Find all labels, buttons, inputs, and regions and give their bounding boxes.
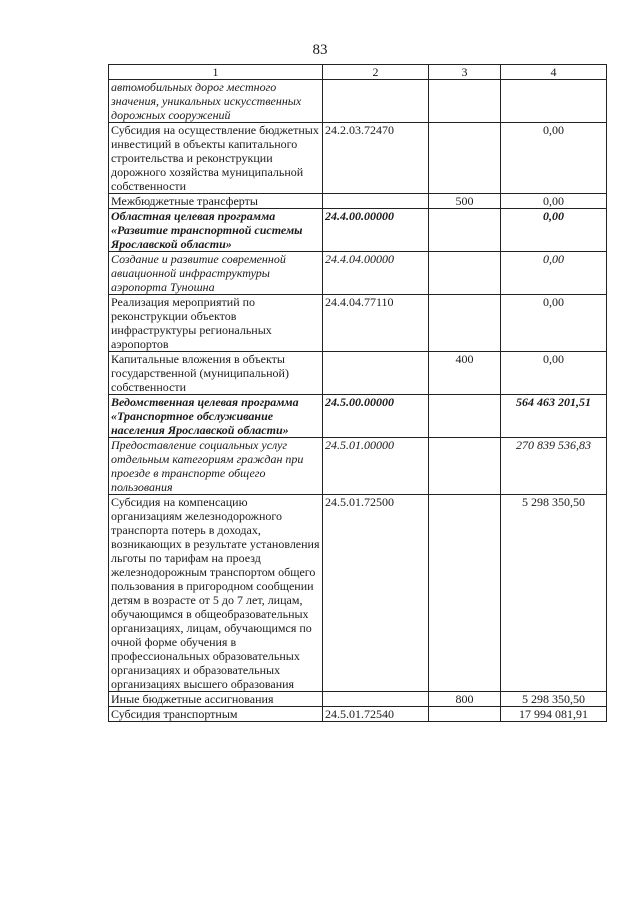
budget-table (108, 64, 607, 722)
row-amount-cell: 0,00 (501, 123, 607, 194)
row-amount-cell: 0,00 (501, 252, 607, 295)
row-type-cell: 500 (429, 194, 501, 209)
row-name-cell: Создание и развитие современной авиационной инфраструктуры аэропорта Туношна (109, 252, 323, 295)
row-type-cell (429, 252, 501, 295)
table-row (109, 252, 607, 295)
table-row (109, 495, 607, 692)
row-name-cell: Капитальные вложения в объекты государственной (муниципальной) собственности (109, 352, 323, 395)
row-code-cell: 24.5.01.00000 (323, 438, 429, 495)
row-amount-cell: 5 298 350,50 (501, 495, 607, 692)
row-type-cell (429, 209, 501, 252)
table-row (109, 438, 607, 495)
row-name-cell: Межбюджетные трансферты (109, 194, 323, 209)
row-type-cell: 400 (429, 352, 501, 395)
header-cell-1: 1 (109, 65, 323, 80)
row-code-cell: 24.4.00.00000 (323, 209, 429, 252)
row-name-cell: Реализация мероприятий по реконструкции объектов инфраструктуры региональных аэропортов (109, 295, 323, 352)
row-type-cell (429, 495, 501, 692)
table-row (109, 80, 607, 123)
row-type-cell (429, 438, 501, 495)
row-name-cell: Субсидия транспортным (109, 707, 323, 722)
row-type-cell: 800 (429, 692, 501, 707)
table-row (109, 395, 607, 438)
table-row (109, 295, 607, 352)
table-row (109, 692, 607, 707)
table-row (109, 209, 607, 252)
row-amount-cell: 0,00 (501, 352, 607, 395)
row-name-cell: Иные бюджетные ассигнования (109, 692, 323, 707)
row-name-cell: Предоставление социальных услуг отдельным категориям граждан при проезде в транспорте общего пользования (109, 438, 323, 495)
table-row (109, 194, 607, 209)
row-amount-cell: 5 298 350,50 (501, 692, 607, 707)
row-amount-cell: 0,00 (501, 209, 607, 252)
row-name-cell: автомобильных дорог местного значения, уникальных искусственных дорожных сооружений (109, 80, 323, 123)
row-type-cell (429, 295, 501, 352)
row-amount-cell: 564 463 201,51 (501, 395, 607, 438)
row-name-cell: Субсидия на компенсацию организациям железнодорожного транспорта потерь в доходах, возникающих в результате установления льготы по тарифам на проезд железнодорожным транспортом общего пользования в пригородном сообщении детям в возрасте от 5 до 7 лет, лицам, обучающимся в общеобразовательных организациях, лицам, обучающимся по очной форме обучения в профессиональных образовательных организациях и образовательных организациях высшего образования (109, 495, 323, 692)
row-name-cell: Субсидия на осуществление бюджетных инвестиций в объекты капитального строительства и реконструкции дорожного хозяйства муниципальной собственности (109, 123, 323, 194)
row-code-cell: 24.4.04.77110 (323, 295, 429, 352)
row-code-cell: 24.5.00.00000 (323, 395, 429, 438)
row-amount-cell: 0,00 (501, 295, 607, 352)
row-name-cell: Областная целевая программа «Развитие транспортной системы Ярославской области» (109, 209, 323, 252)
header-cell-4: 4 (501, 65, 607, 80)
table-row (109, 707, 607, 722)
row-name-cell: Ведомственная целевая программа «Транспортное обслуживание населения Ярославской области» (109, 395, 323, 438)
row-code-cell (323, 80, 429, 123)
row-amount-cell: 17 994 081,91 (501, 707, 607, 722)
header-cell-2: 2 (323, 65, 429, 80)
row-code-cell (323, 194, 429, 209)
row-code-cell (323, 692, 429, 707)
header-cell-3: 3 (429, 65, 501, 80)
table-row (109, 352, 607, 395)
table-header-row (109, 65, 607, 80)
row-code-cell: 24.2.03.72470 (323, 123, 429, 194)
row-type-cell (429, 395, 501, 438)
row-type-cell (429, 123, 501, 194)
row-amount-cell (501, 80, 607, 123)
row-type-cell (429, 707, 501, 722)
row-amount-cell: 270 839 536,83 (501, 438, 607, 495)
row-code-cell (323, 352, 429, 395)
row-code-cell: 24.4.04.00000 (323, 252, 429, 295)
row-code-cell: 24.5.01.72500 (323, 495, 429, 692)
page-number: 83 (312, 42, 328, 58)
row-amount-cell: 0,00 (501, 194, 607, 209)
row-type-cell (429, 80, 501, 123)
row-code-cell: 24.5.01.72540 (323, 707, 429, 722)
table-row (109, 123, 607, 194)
